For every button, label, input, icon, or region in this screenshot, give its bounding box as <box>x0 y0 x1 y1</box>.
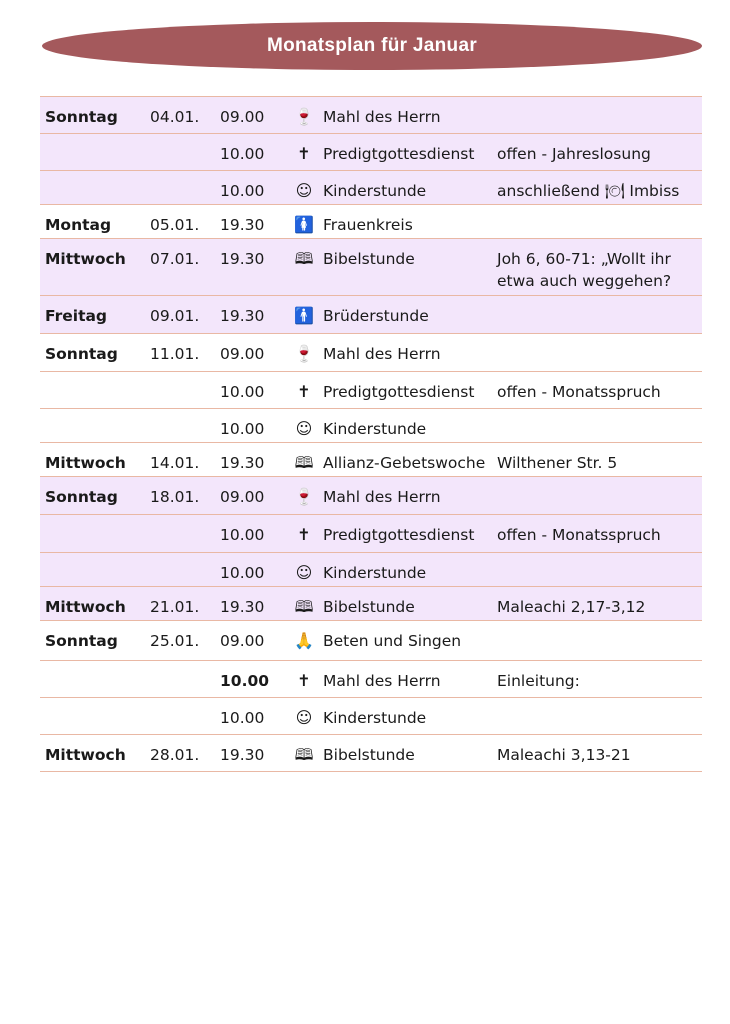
schedule-row <box>40 621 702 661</box>
note-label <box>497 553 702 562</box>
schedule-row <box>40 239 702 296</box>
note-label <box>497 97 702 106</box>
smiley-icon: ☺ <box>295 708 313 727</box>
day-label: Sonntag <box>45 632 118 650</box>
schedule-row <box>40 409 702 443</box>
wine-glass-icon: 🍷 <box>294 344 314 363</box>
time-label: 10.00 <box>220 420 265 438</box>
note-label: Maleachi 2,17-3,12 <box>497 598 646 616</box>
date-label: 28.01. <box>150 746 200 764</box>
day-label: Mittwoch <box>45 250 126 268</box>
date-label: 21.01. <box>150 598 200 616</box>
date-label: 14.01. <box>150 454 200 472</box>
schedule-table <box>40 96 702 772</box>
time-label: 09.00 <box>220 108 265 126</box>
cross-icon <box>285 134 323 165</box>
date-label: 07.01. <box>150 250 200 268</box>
day-label: Mittwoch <box>45 598 126 616</box>
book-icon: 🕮 <box>294 745 314 764</box>
smiley-icon <box>285 553 323 584</box>
event-label: Bibelstunde <box>323 598 415 616</box>
event-label: Kinderstunde <box>323 709 427 727</box>
schedule-row <box>40 97 702 134</box>
wine-glass-icon: 🍷 <box>294 107 314 126</box>
wine-glass-icon <box>285 97 323 128</box>
note-label <box>497 698 702 707</box>
day-label <box>45 372 150 381</box>
event-label: Frauenkreis <box>323 216 413 234</box>
note-label <box>497 334 702 343</box>
note-label <box>497 205 702 214</box>
day-label <box>45 171 150 180</box>
event-label: Bibelstunde <box>323 250 415 268</box>
event-label: Mahl des Herrn <box>323 672 441 690</box>
day-label: Mittwoch <box>45 746 126 764</box>
man-icon: 🚹 <box>294 306 314 325</box>
note-label: offen - Jahreslosung <box>497 145 651 163</box>
date-label: 05.01. <box>150 216 200 234</box>
date-label <box>150 698 220 707</box>
time-label: 19.30 <box>220 216 265 234</box>
schedule-row <box>40 553 702 587</box>
schedule-row <box>40 735 702 772</box>
woman-icon: 🚺 <box>294 215 314 234</box>
date-label: 04.01. <box>150 108 200 126</box>
book-icon <box>285 239 323 270</box>
event-label: Kinderstunde <box>323 420 427 438</box>
day-label: Montag <box>45 216 112 234</box>
wine-glass-icon <box>285 477 323 508</box>
page-title: Monatsplan für Januar <box>266 35 478 56</box>
schedule-row <box>40 698 702 735</box>
schedule-row <box>40 515 702 553</box>
smiley-icon: ☺ <box>295 419 313 438</box>
event-label: Kinderstunde <box>323 564 427 582</box>
event-label: Mahl des Herrn <box>323 488 441 506</box>
day-label: Sonntag <box>45 345 118 363</box>
date-label <box>150 409 220 418</box>
cross-icon <box>285 372 323 403</box>
schedule-row <box>40 205 702 239</box>
time-label: 09.00 <box>220 488 265 506</box>
book-icon <box>285 735 323 766</box>
praying-hands-icon: 🙏 <box>294 631 314 650</box>
date-label: 11.01. <box>150 345 200 363</box>
schedule-row <box>40 296 702 334</box>
smiley-icon: ☺ <box>295 563 313 582</box>
cross-icon: ✝ <box>297 144 311 163</box>
date-label <box>150 134 220 143</box>
time-label: 10.00 <box>220 383 265 401</box>
schedule-row <box>40 477 702 515</box>
cross-icon <box>285 661 323 692</box>
event-label: Predigtgottesdienst <box>323 383 475 401</box>
time-label: 19.30 <box>220 454 265 472</box>
day-label: Sonntag <box>45 108 118 126</box>
date-label <box>150 515 220 524</box>
date-label <box>150 372 220 381</box>
day-label: Mittwoch <box>45 454 126 472</box>
time-label: 09.00 <box>220 345 265 363</box>
smiley-icon <box>285 171 323 202</box>
cross-icon <box>285 515 323 546</box>
schedule-row <box>40 661 702 698</box>
note-label: Wilthener Str. 5 <box>497 454 618 472</box>
time-label: 10.00 <box>220 145 265 163</box>
date-label <box>150 661 220 670</box>
time-label: 10.00 <box>220 182 265 200</box>
date-label: 09.01. <box>150 307 200 325</box>
schedule-row <box>40 587 702 621</box>
day-label: Sonntag <box>45 488 118 506</box>
time-label: 19.30 <box>220 250 265 268</box>
time-label: 19.30 <box>220 307 265 325</box>
event-label: Predigtgottesdienst <box>323 526 475 544</box>
event-label: Mahl des Herrn <box>323 108 441 126</box>
book-icon: 🕮 <box>294 249 314 268</box>
smiley-icon <box>285 409 323 440</box>
time-label: 10.00 <box>220 526 265 544</box>
event-label: Predigtgottesdienst <box>323 145 475 163</box>
cross-icon: ✝ <box>297 525 311 544</box>
smiley-icon <box>285 698 323 729</box>
note-label <box>497 409 702 418</box>
time-label: 19.30 <box>220 746 265 764</box>
date-label <box>150 171 220 180</box>
note-label: Maleachi 3,13-21 <box>497 746 631 764</box>
time-label: 10.00 <box>220 709 265 727</box>
book-icon: 🕮 <box>294 453 314 472</box>
wine-glass-icon: 🍷 <box>294 487 314 506</box>
event-label: Beten und Singen <box>323 632 462 650</box>
note-label: Einleitung: <box>497 672 580 690</box>
schedule-row <box>40 334 702 372</box>
day-label <box>45 134 150 143</box>
day-label <box>45 409 150 418</box>
note-label: offen - Monatsspruch <box>497 383 661 401</box>
book-icon: 🕮 <box>294 597 314 616</box>
note-label <box>497 477 702 486</box>
woman-icon <box>285 205 323 236</box>
book-icon <box>285 443 323 474</box>
day-label <box>45 698 150 707</box>
day-label <box>45 515 150 524</box>
date-label: 25.01. <box>150 632 200 650</box>
man-icon <box>285 296 323 327</box>
date-label <box>150 553 220 562</box>
event-label: Mahl des Herrn <box>323 345 441 363</box>
note-label: offen - Monatsspruch <box>497 526 661 544</box>
time-label: 19.30 <box>220 598 265 616</box>
note-label <box>497 296 702 305</box>
cross-icon: ✝ <box>297 382 311 401</box>
schedule-row <box>40 134 702 171</box>
time-label: 09.00 <box>220 632 265 650</box>
day-label: Freitag <box>45 307 108 325</box>
praying-hands-icon <box>285 621 323 652</box>
wine-glass-icon <box>285 334 323 365</box>
time-label: 10.00 <box>220 672 270 690</box>
note-label: Joh 6, 60-71: „Wollt ihr etwa auch weggehen? <box>497 250 672 290</box>
day-label <box>45 553 150 562</box>
cross-icon: ✝ <box>297 671 311 690</box>
schedule-row <box>40 171 702 205</box>
event-label: Brüderstunde <box>323 307 429 325</box>
day-label <box>45 661 150 670</box>
smiley-icon: ☺ <box>295 181 313 200</box>
event-label: Kinderstunde <box>323 182 427 200</box>
schedule-row <box>40 372 702 409</box>
date-label: 18.01. <box>150 488 200 506</box>
note-label: anschließend 🍽 Imbiss <box>497 182 680 200</box>
time-label: 10.00 <box>220 564 265 582</box>
event-label: Bibelstunde <box>323 746 415 764</box>
schedule-row <box>40 443 702 477</box>
event-label: Allianz-Gebetswoche <box>323 454 486 472</box>
note-label <box>497 621 702 630</box>
title-banner <box>42 22 702 70</box>
book-icon <box>285 587 323 618</box>
